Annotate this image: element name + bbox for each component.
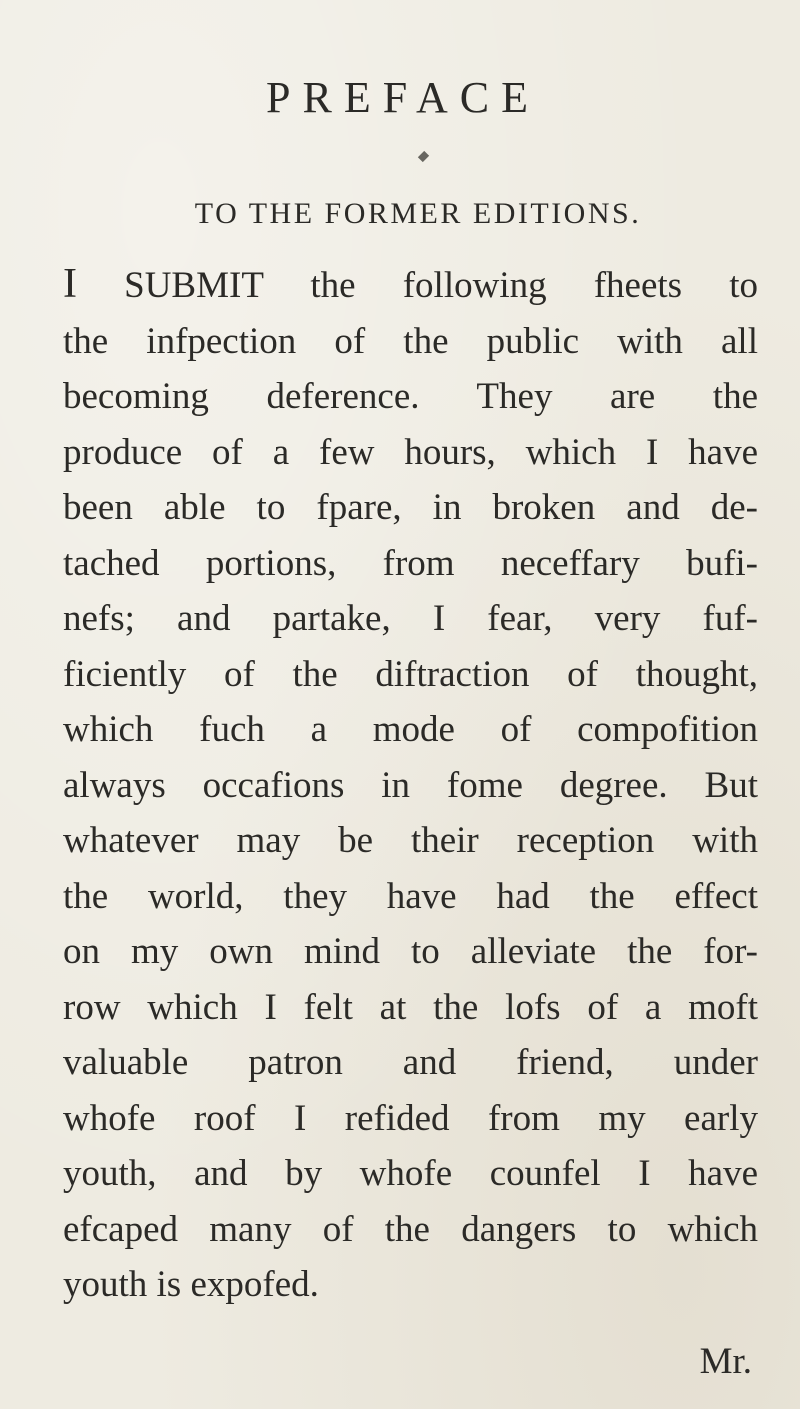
text-line: I SUBMIT the following fheets to — [63, 261, 758, 307]
text-line: youth, and by whofe counfel I have — [63, 1153, 758, 1194]
text-line: whatever may be their reception with — [63, 820, 758, 861]
text-line: efcaped many of the dangers to which — [63, 1208, 758, 1250]
text-line: been able to fpare, in broken and de- — [63, 487, 758, 528]
text-line: the world, they have had the effect — [63, 875, 758, 917]
text-line: youth is expofed. — [63, 1264, 319, 1305]
text-line: valuable patron and friend, under — [63, 1042, 758, 1083]
text-line: on my own mind to alleviate the for- — [63, 931, 758, 972]
page-subtitle: TO THE FORMER EDITIONS. — [194, 197, 642, 230]
ornament-mark — [418, 151, 429, 162]
text-line: whofe roof I refided from my early — [63, 1097, 758, 1139]
text-line: produce of a few hours, which I have — [63, 431, 758, 473]
text-line: always occafions in fome degree. But — [63, 764, 758, 806]
preface-body — [63, 257, 758, 1313]
text-line: row which I felt at the lofs of a moft — [63, 986, 758, 1028]
text-line: nefs; and partake, I fear, very fuf- — [63, 598, 758, 639]
text-line: ficiently of the diftraction of thought, — [63, 653, 758, 695]
page-title: PREFACE — [266, 73, 540, 122]
catchword: Mr. — [699, 1341, 752, 1382]
text-line: the infpection of the public with all — [63, 320, 758, 362]
text-line: tached portions, from neceffary bufi- — [63, 542, 758, 584]
text-line: which fuch a mode of compofition — [63, 709, 758, 750]
text-line: becoming deference. They are the — [63, 376, 758, 417]
